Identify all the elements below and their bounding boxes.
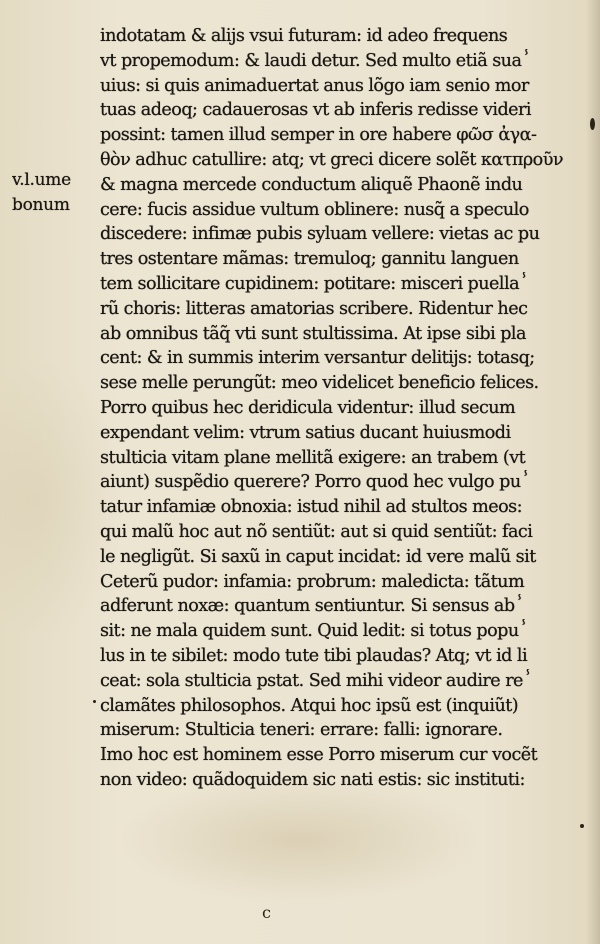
marginal-note — [12, 168, 96, 218]
text-line: clamãtes philosophos. Atqui hoc ipsũ est (inquiũt) — [100, 695, 519, 716]
text-line: uius: si quis animaduertat anus lõgo iam senio mor — [100, 75, 529, 96]
text-line: le negligũt. Si saxũ in caput incidat: id vere malũ sit — [100, 546, 536, 567]
text-line: rũ choris: litteras amatorias scribere. Ridentur hec — [100, 298, 528, 319]
text-line: Imo hoc est hominem esse Porro miserum cur vocẽt — [100, 745, 538, 766]
text-line: qui malũ hoc aut nõ sentiũt: aut si quid sentiũt: faci — [100, 521, 533, 542]
text-line: aiunt) suspẽdio querere? Porro quod hec vulgo puⸯ — [100, 472, 531, 493]
text-line: Porro quibus hec deridicula videntur: illud secum — [100, 397, 516, 418]
catchword: c — [262, 903, 271, 922]
text-line: non video: quãdoquidem sic nati estis: sic instituti: — [100, 769, 525, 790]
text-line: tem sollicitare cupidinem: potitare: misceri puellaⸯ — [100, 273, 529, 294]
margin-line: v.l.ume — [12, 170, 71, 190]
text-line: tres ostentare mãmas: tremuloq; gannitu languen — [100, 249, 519, 270]
text-line: & magna mercede conductum aliquẽ Phaonẽ indu — [100, 174, 523, 195]
ink-speck — [93, 700, 96, 703]
text-line: indotatam & alijs vsui futuram: id adeo frequens — [100, 26, 508, 46]
main-text-block — [100, 24, 585, 793]
text-line: possint: tamen illud semper in ore habere φῶσ ἀγα- — [100, 125, 537, 146]
ink-speck — [590, 118, 595, 130]
text-line: ab omnibus tãq̃ vti sunt stultissima. At ipse sibi pla — [100, 323, 526, 344]
text-line: expendant velim: vtrum satius ducant huiusmodi — [100, 422, 511, 443]
text-line: cent: & in summis interim versantur delitijs: totasq; — [100, 348, 535, 369]
page-edge-shadow — [586, 0, 600, 944]
ink-speck — [580, 824, 584, 828]
margin-line: bonum — [12, 194, 70, 215]
text-line: adferunt noxæ: quantum sentiuntur. Si sensus abⸯ — [100, 596, 525, 617]
text-line: vt propemodum: & laudi detur. Sed multo etiã suaⸯ — [100, 50, 531, 71]
text-line: sese melle perungũt: meo videlicet beneficio felices. — [100, 373, 539, 394]
text-line: θὸν adhuc catullire: atq; vt greci dicere solẽt κατπροῦν — [100, 149, 563, 170]
text-line: Ceterũ pudor: infamia: probrum: maledicta: tãtum — [100, 571, 525, 592]
text-line: stulticia vitam plane mellitã exigere: an trabem (vt — [100, 447, 526, 468]
text-line: miserum: Stulticia teneri: errare: falli: ignorare. — [100, 720, 503, 741]
text-line: discedere: infimæ pubis syluam vellere: vietas ac pu — [100, 224, 540, 245]
text-line: sit: ne mala quidem sunt. Quid ledit: si totus popuⸯ — [100, 621, 529, 642]
text-line: lus in te sibilet: modo tute tibi plaudas? Atq; vt id li — [100, 645, 528, 666]
text-line: cere: fucis assidue vultum oblinere: nusq̃ a speculo — [100, 199, 529, 220]
text-line: tuas adeoq; cadauerosas vt ab inferis redisse videri — [100, 100, 531, 121]
text-line: tatur infamiæ obnoxia: istud nihil ad stultos meos: — [100, 497, 523, 518]
text-line: ceat: sola stulticia pstat. Sed mihi videor audire reⸯ — [100, 670, 533, 691]
